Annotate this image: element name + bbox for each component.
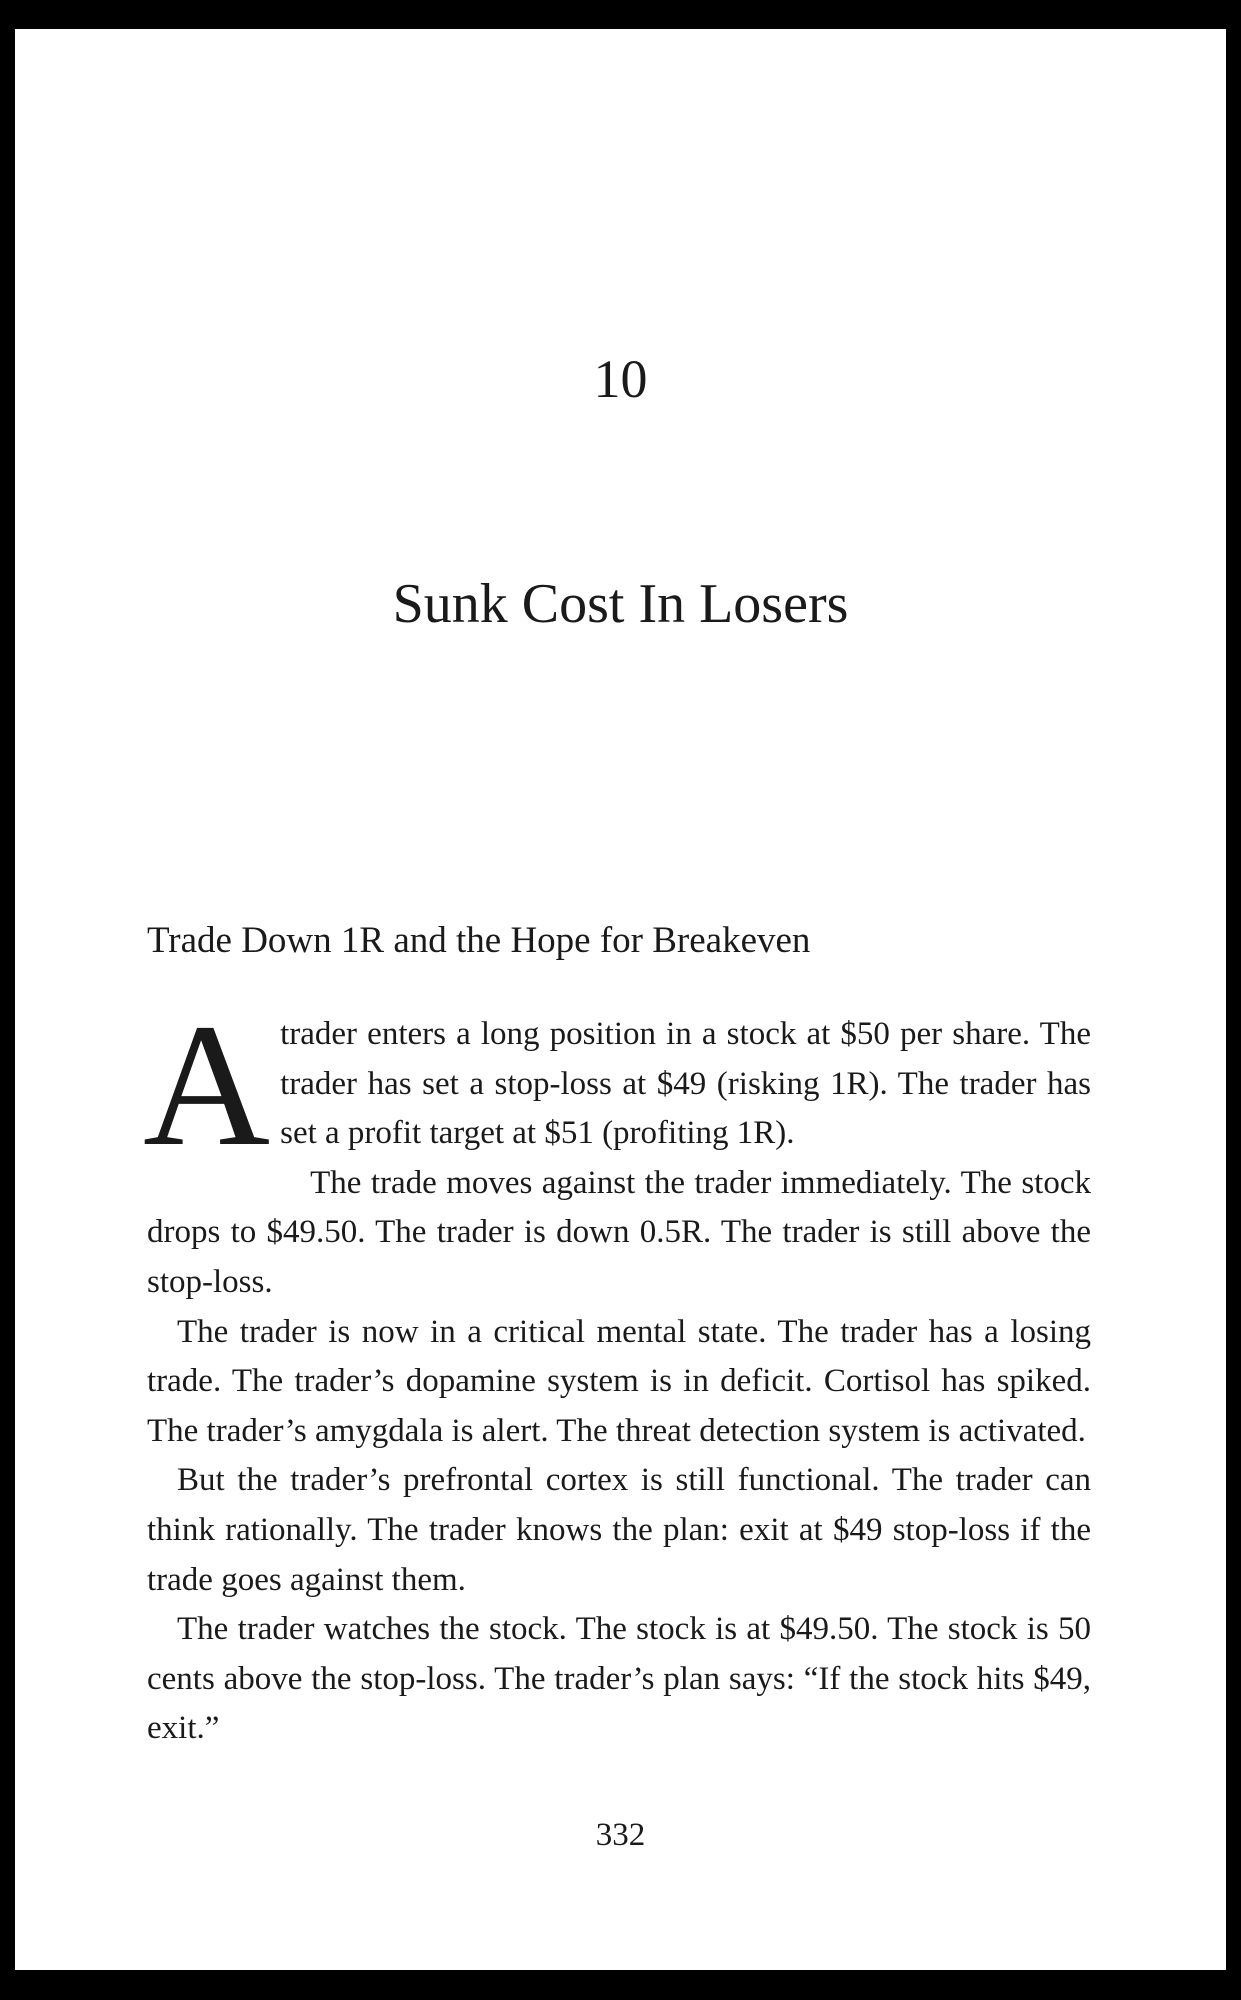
section-heading: Trade Down 1R and the Hope for Breakeven: [147, 920, 811, 961]
paragraph-2: The trade moves against the trader immediately. The stock drops to $49.50. The trader is down 0.5R. The trader is still above the stop-loss.: [147, 1164, 1091, 1300]
paragraph-5: The trader watches the stock. The stock is at $49.50. The stock is 50 cents above the stop-loss. The trader’s plan says: “If the stock hits $49, exit.”: [147, 1611, 1091, 1747]
paragraph-3: The trader is now in a critical mental state. The trader has a losing trade. The trader’s dopamine system is in deficit. Cortisol has spiked. The trader’s amygdala is alert. The threat detection system is activated.: [147, 1313, 1091, 1449]
paragraph-4: But the trader’s prefrontal cortex is still functional. The trader can think rationally. The trader knows the plan: exit at $49 stop-loss if the trade goes against them.: [147, 1462, 1091, 1598]
drop-cap: A: [143, 988, 271, 1183]
chapter-number: 10: [593, 349, 648, 409]
chapter-title: Sunk Cost In Losers: [392, 573, 849, 635]
paragraph-1-text: trader enters a long position in a stock at $50 per share. The trader has set a stop-loss at $49 (risking 1R). The trader has set a profit target at $51 (profiting 1R).: [280, 1016, 1091, 1152]
paragraph-1: [143, 988, 1091, 1183]
page-number: 332: [595, 1817, 646, 1853]
book-page: [15, 29, 1226, 1970]
body-text: [143, 988, 1091, 1754]
